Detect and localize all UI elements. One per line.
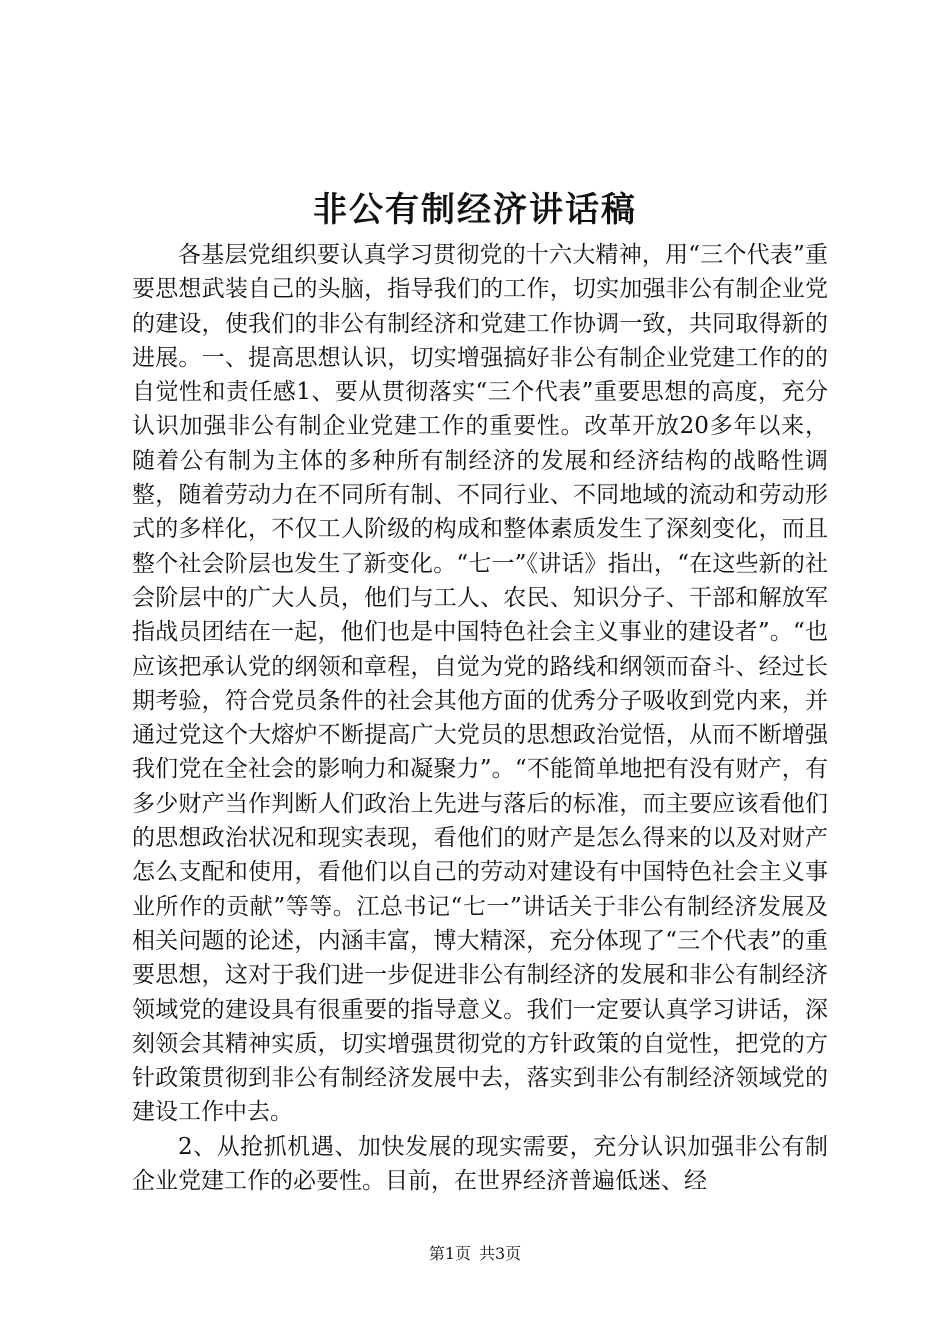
page-total: 共3页 <box>479 1244 522 1263</box>
page-number: 第1页 <box>428 1244 471 1263</box>
paragraph-1: 各基层党组织要认真学习贯彻党的十六大精神，用“三个代表”重要思想武装自己的头脑，指导我们的工作，切实加强非公有制企业党的建设，使我们的非公有制经济和党建工作协调一致，共同取得新的进展。一、提高思想认识，切实增强搞好非公有制企业党建工作的的自觉性和责任感1、要从贯彻落实“三个代表”重要思想的高度，充分认识加强非公有制企业党建工作的重要性。改革开放20多年以来，随着公有制为主体的多种所有制经济的发展和经济结构的战略性调整，随着劳动力在不同所有制、不同行业、不同地域的流动和劳动形式的多样化，不仅工人阶级的构成和整体素质发生了深刻变化，而且整个社会阶层也发生了新变化。“七一”《讲话》指出，“在这些新的社会阶层中的广大人员，他们与工人、农民、知识分子、干部和解放军指战员团结在一起，他们也是中国特色社会主义事业的建设者”。“也应该把承认党的纲领和章程，自觉为党的路线和纲领而奋斗、经过长期考验，符合党员条件的社会其他方面的优秀分子吸收到党内来，并通过党这个大熔炉不断提高广大党员的思想政治觉悟，从而不断增强我们党在全社会的影响力和凝聚力”。“不能简单地把有没有财产，有多少财产当作判断人们政治上先进与落后的标准，而主要应该看他们的思想政治状况和现实表现，看他们的财产是怎么得来的以及对财产怎么支配和使用，看他们以自己的劳动对建设有中国特色社会主义事业所作的贡献”等等。江总书记“七一”讲话关于非公有制经济发展及相关问题的论述，内涵丰富，博大精深，充分体现了“三个代表”的重要思想，这对于我们进一步促进非公有制经济的发展和非公有制经济领域党的建设具有很重要的指导意义。我们一定要认真学习讲话，深刻领会其精神实质，切实增强贯彻党的方针政策的自觉性，把党的方针政策贯彻到非公有制经济发展中去，落实到非公有制经济领域党的建设工作中去。 <box>132 242 828 1126</box>
page-footer <box>0 1244 950 1264</box>
document-title: 非公有制经济讲话稿 <box>313 190 637 230</box>
paragraph-2: 2、从抢抓机遇、加快发展的现实需要，充分认识加强非公有制企业党建工作的必要性。目前，在世界经济普遍低迷、经 <box>132 1133 828 1195</box>
document-body <box>132 238 828 1198</box>
